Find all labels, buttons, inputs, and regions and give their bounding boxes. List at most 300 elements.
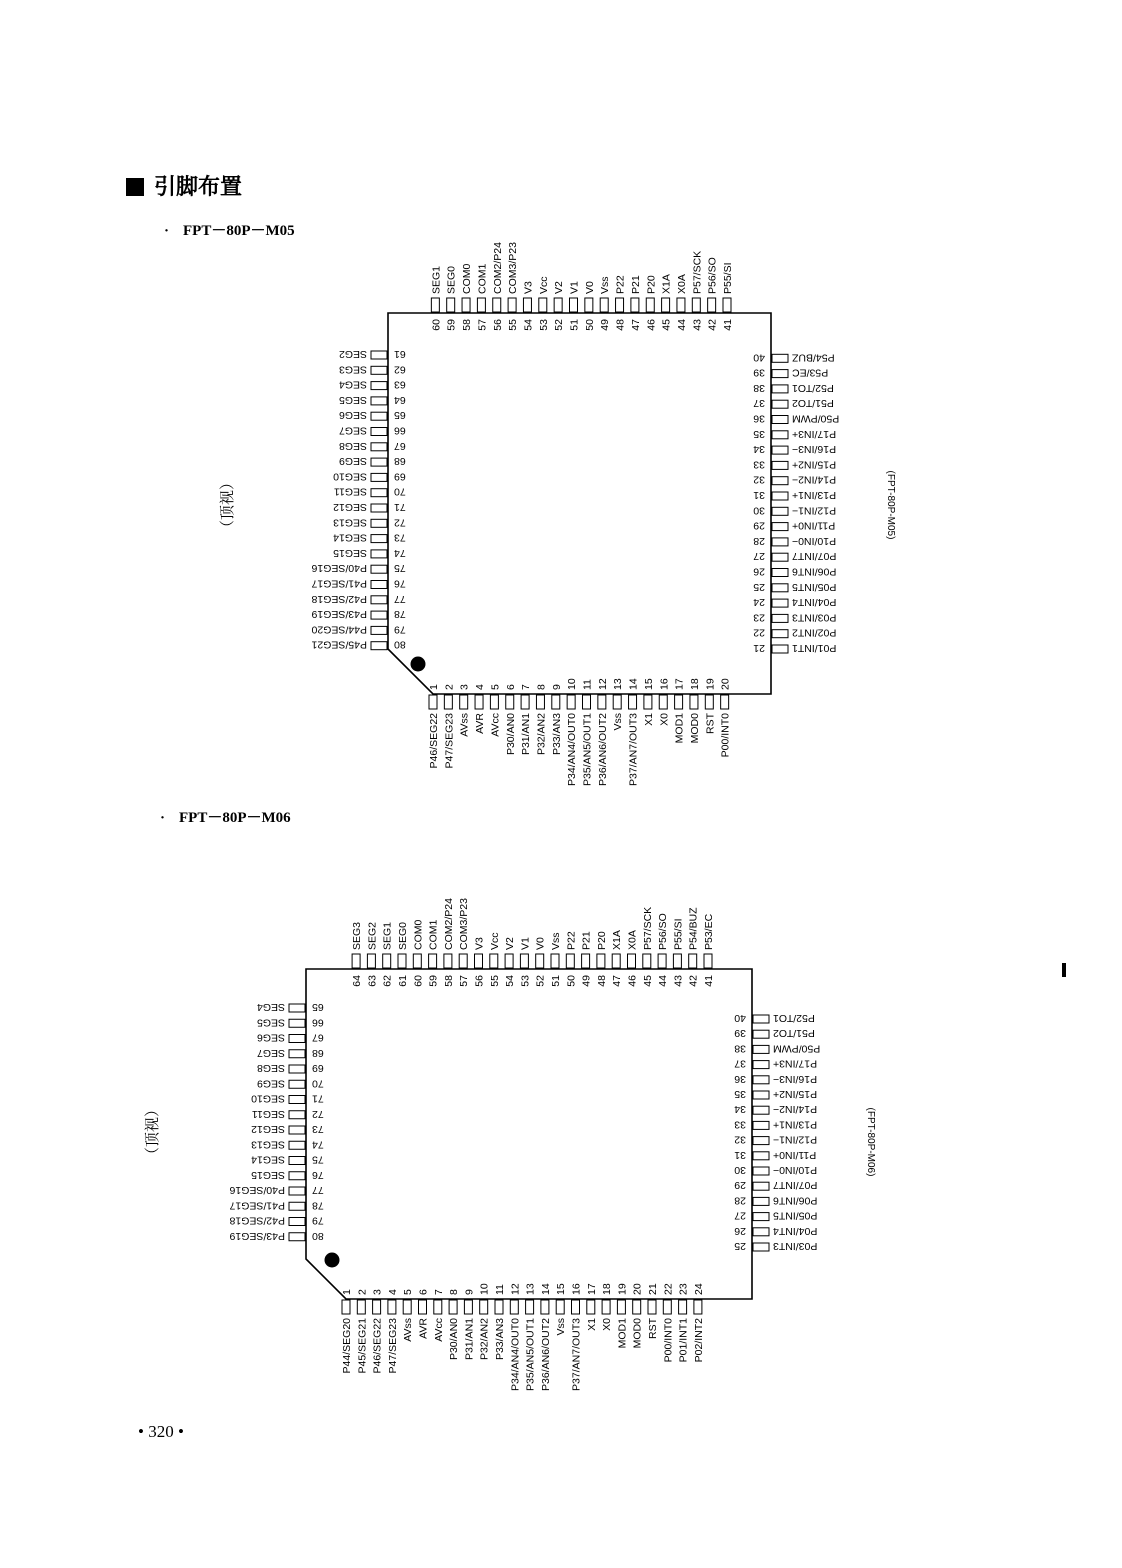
pin-pad: [398, 954, 406, 968]
pin-label: P50/PWM: [792, 412, 840, 425]
pin-label: P06/INT6: [792, 565, 837, 578]
pin-label: COM1: [476, 263, 489, 294]
pin-label: P10/IN0−: [773, 1164, 818, 1176]
pin-number: 78: [312, 1199, 324, 1212]
pin-pad: [480, 1300, 488, 1314]
pin-number: 78: [394, 608, 406, 621]
pin-pad: [490, 954, 498, 968]
pin-pad: [289, 1218, 305, 1226]
pin-number: 53: [537, 319, 550, 331]
pin-number: 3: [371, 1289, 384, 1295]
pin-number: 51: [550, 975, 562, 987]
pin-label: P06/INT6: [773, 1194, 818, 1207]
pin-number: 20: [719, 678, 732, 690]
pin-number: 71: [394, 501, 406, 513]
pin-label: AVss: [458, 713, 471, 737]
pin-pad: [689, 954, 697, 968]
pin-number: 56: [491, 319, 504, 331]
pin-pad: [536, 954, 544, 968]
pin-number: 23: [677, 1283, 690, 1295]
pin-number: 40: [734, 1012, 746, 1024]
pin-label: X0: [601, 1318, 614, 1331]
pin-label: P40/SEG16: [229, 1184, 285, 1196]
pin-number: 80: [394, 638, 406, 651]
pin-label: Vcc: [537, 276, 550, 294]
pin-number: 74: [312, 1138, 324, 1151]
view-label: （顶视）: [143, 1101, 161, 1163]
pin-number: 34: [734, 1103, 746, 1116]
pin-number: 28: [753, 534, 765, 547]
pin-pad: [289, 1233, 305, 1241]
pin-number: 35: [753, 427, 765, 440]
pin-number: 60: [430, 319, 443, 331]
pin-label: P46/SEG22: [428, 713, 440, 769]
pin-label: AVR: [417, 1318, 430, 1339]
pin-number: 31: [753, 489, 765, 501]
pin-pad: [419, 1300, 427, 1314]
pin-label: P15/IN2+: [792, 458, 837, 471]
pin-pad: [289, 1187, 305, 1195]
pin-label: P42/SEG18: [311, 592, 367, 605]
pin-number: 22: [662, 1283, 675, 1295]
pin-pad: [475, 954, 483, 968]
pin-label: P31/AN1: [463, 1318, 476, 1361]
pin-label: P13/IN1+: [792, 489, 837, 501]
pin-number: 3: [458, 684, 471, 690]
pin-label: SEG14: [333, 531, 367, 544]
pin-pad: [289, 1065, 305, 1073]
pin-number: 30: [753, 504, 765, 517]
pin-number: 17: [585, 1283, 598, 1295]
pin-number: 11: [494, 1284, 506, 1295]
pin-number: 49: [580, 975, 593, 987]
pin-number: 47: [629, 319, 642, 331]
pin-label: P32/AN2: [478, 1318, 491, 1361]
pin-number: 4: [474, 684, 487, 690]
pin-pad: [663, 1300, 671, 1314]
pin-number: 70: [394, 485, 406, 498]
pin-number: 16: [570, 1283, 583, 1295]
pin-label: SEG7: [256, 1046, 285, 1059]
pin-label: P30/AN0: [448, 1318, 461, 1361]
pin-label: P12/IN1−: [792, 504, 837, 517]
pin-number: 75: [312, 1153, 324, 1166]
pin-pad: [413, 954, 421, 968]
pin-number: 56: [473, 975, 486, 987]
pin-pad: [704, 954, 712, 968]
pin-pad: [628, 954, 636, 968]
pin-number: 12: [596, 678, 609, 690]
pin-number: 55: [507, 319, 520, 331]
pin-label: P51/TO2: [792, 397, 834, 410]
section-title-text: 引脚布置: [154, 174, 243, 199]
pin-number: 45: [660, 319, 673, 331]
pin-pad: [612, 954, 620, 968]
pin-number: 51: [568, 319, 581, 331]
pin-label: RST: [704, 713, 717, 734]
pin-pad: [289, 1172, 305, 1180]
pin-pad: [587, 1300, 595, 1314]
pin-number: 62: [394, 363, 406, 376]
pin-label: V3: [473, 937, 486, 950]
pin-number: 68: [394, 455, 406, 468]
pin-pad: [597, 954, 605, 968]
pin-label: P31/AN1: [520, 713, 533, 756]
pin-label: P07/INT7: [792, 550, 837, 563]
pin-label: P43/SEG19: [229, 1229, 285, 1242]
pin-label: P47/SEG23: [443, 713, 456, 769]
pin-number: 68: [312, 1046, 324, 1059]
pin-label: P52/TO1: [773, 1012, 815, 1024]
pin-label: V0: [534, 937, 547, 950]
pin-label: P15/IN2+: [773, 1088, 818, 1100]
pin-number: 41: [703, 975, 715, 987]
pin-number: 65: [394, 409, 406, 422]
pin-number: 23: [753, 611, 765, 624]
pin-number: 14: [539, 1283, 552, 1295]
pin-number: 20: [631, 1283, 644, 1295]
pin-label: COM3/P23: [507, 242, 520, 294]
pin-label: P03/INT3: [773, 1240, 818, 1252]
pin-label: MOD1: [616, 1318, 629, 1349]
pin-label: MOD0: [688, 713, 701, 744]
pin-label: COM0: [412, 919, 425, 950]
pin-number: 46: [645, 319, 658, 331]
pin-number: 42: [687, 975, 700, 987]
pin-number: 37: [734, 1057, 746, 1070]
pin-label: P10/IN0−: [792, 534, 837, 547]
pin-label: P36/AN6/OUT2: [539, 1318, 552, 1391]
pin-label: P05/INT5: [792, 580, 837, 593]
pin-pad: [289, 1141, 305, 1149]
pin-label: SEG9: [256, 1077, 285, 1090]
pin-label: V2: [553, 281, 566, 294]
pin-pad: [694, 1300, 702, 1314]
pin-number: 31: [734, 1148, 746, 1161]
pin-label: SEG3: [351, 921, 364, 950]
pin-number: 64: [351, 975, 364, 987]
pin-number: 48: [595, 975, 608, 987]
pin-label: P37/AN7/OUT3: [570, 1318, 583, 1391]
pin-number: 59: [427, 975, 440, 987]
pin-pad: [753, 1045, 769, 1053]
pin-label: P01/INT1: [792, 642, 837, 654]
pin-number: 27: [734, 1209, 746, 1222]
pin-number: 49: [599, 319, 612, 331]
pin-label: P54/BUZ: [792, 351, 835, 364]
pin-number: 59: [445, 319, 458, 331]
bullet-dot-icon: ·: [160, 810, 166, 826]
pin-label: SEG14: [251, 1153, 285, 1166]
pin-label: P33/AN3: [550, 713, 563, 756]
pin-number: 36: [753, 412, 765, 425]
pin-number: 7: [432, 1289, 445, 1295]
pin-number: 35: [734, 1088, 746, 1100]
pin-number: 26: [734, 1224, 746, 1237]
pin-pad: [373, 1300, 381, 1314]
pin-number: 75: [394, 562, 406, 575]
pin-number: 50: [565, 975, 578, 987]
package-name-m06: FPT－80P－M06: [179, 810, 291, 826]
pin-label: P11/IN0+: [792, 519, 836, 532]
pin-label: SEG12: [333, 501, 367, 513]
pin-number: 24: [753, 596, 765, 609]
package-name-m05: FPT－80P－M05: [183, 223, 295, 239]
pin-pad: [551, 954, 559, 968]
pin-number: 69: [312, 1062, 324, 1074]
pin-label: MOD0: [631, 1318, 644, 1349]
pin-label: P17/IN3+: [773, 1057, 818, 1070]
pin-number: 45: [641, 975, 654, 987]
pin-label: X1A: [660, 274, 673, 294]
pin-number: 8: [448, 1289, 461, 1295]
pin-number: 74: [394, 546, 406, 559]
pin-number: 58: [442, 975, 455, 987]
pin-label: P32/AN2: [535, 713, 548, 756]
pin-label: P22: [565, 931, 578, 950]
pin-label: P13/IN1+: [773, 1118, 818, 1131]
package-code: (FPT-80P-M06): [865, 1107, 876, 1177]
pin-number: 27: [753, 550, 765, 563]
pin-label: COM1: [427, 919, 440, 950]
pin-number: 22: [753, 626, 765, 639]
pin-number: 50: [583, 319, 596, 331]
pin-pad: [753, 1228, 769, 1236]
pin-number: 38: [734, 1042, 746, 1055]
pin-label: P40/SEG16: [311, 562, 367, 575]
pin-number: 36: [734, 1072, 746, 1085]
pin-label: P14/IN2−: [792, 473, 837, 486]
pin-pad: [582, 954, 590, 968]
pin-label: X0: [658, 713, 671, 726]
pin-label: P20: [595, 931, 608, 950]
pin-number: 47: [611, 975, 624, 987]
pin-number: 39: [753, 366, 765, 379]
pin-number: 25: [753, 580, 765, 593]
pin-pad: [753, 1182, 769, 1190]
chip-body: [306, 969, 752, 1299]
pin-pad: [753, 1091, 769, 1099]
pin-label: SEG0: [397, 921, 409, 950]
pin-number: 32: [753, 473, 765, 486]
pin-label: V3: [522, 281, 535, 294]
pin-number: 55: [488, 975, 501, 987]
pin-label: P30/AN0: [504, 713, 517, 756]
pin-number: 21: [753, 642, 765, 654]
pin1-marker-icon: [325, 1253, 340, 1268]
pin-pad: [753, 1076, 769, 1084]
pin-pad: [495, 1300, 503, 1314]
pin-label: SEG11: [333, 485, 367, 498]
pin-label: P51/TO2: [773, 1027, 815, 1040]
pin-label: P02/INT2: [692, 1318, 705, 1363]
pin-label: SEG1: [430, 265, 443, 294]
pin-pad: [352, 954, 360, 968]
pin-pad: [289, 1096, 305, 1104]
pin-number: 76: [394, 577, 406, 590]
pin-pad: [464, 1300, 472, 1314]
pin-pad: [434, 1300, 442, 1314]
pin-number: 67: [312, 1031, 324, 1044]
pin-number: 44: [657, 975, 670, 987]
pin-number: 8: [535, 684, 548, 690]
pin-label: Vss: [599, 276, 612, 294]
pin-number: 18: [601, 1283, 614, 1295]
pin-label: MOD1: [673, 713, 686, 744]
pin-label: P46/SEG22: [371, 1318, 384, 1374]
pin-label: X1: [642, 713, 655, 726]
pin-pad: [289, 1202, 305, 1210]
pin-number: 80: [312, 1229, 324, 1242]
pin-number: 37: [753, 397, 765, 410]
bullet-dot-icon: ·: [164, 223, 170, 239]
pin-pad: [753, 1243, 769, 1251]
pin-number: 42: [706, 319, 719, 331]
pin-number: 57: [476, 319, 489, 331]
pin-number: 14: [627, 678, 640, 690]
pin-label: V2: [504, 937, 517, 950]
pin-label: SEG10: [251, 1092, 285, 1105]
pin-pad: [520, 954, 528, 968]
pin-number: 25: [734, 1240, 746, 1252]
pin-pad: [648, 1300, 656, 1314]
pin-number: 66: [394, 424, 406, 437]
pin-number: 6: [417, 1289, 430, 1295]
pin-label: SEG6: [338, 409, 367, 422]
pin-number: 43: [691, 319, 704, 331]
pin-label: P21: [629, 275, 642, 294]
page-number: • 320 •: [138, 1422, 184, 1441]
pin-number: 10: [478, 1283, 491, 1295]
pin-label: V1: [568, 281, 581, 294]
pin-label: SEG13: [251, 1138, 285, 1151]
pin-number: 72: [312, 1107, 324, 1120]
pin-number: 43: [672, 975, 685, 987]
pin-number: 44: [675, 319, 688, 331]
pin-number: 54: [504, 975, 517, 987]
pin-pad: [459, 954, 467, 968]
pin-pad: [753, 1121, 769, 1129]
pin-label: SEG11: [251, 1107, 285, 1120]
pin-label: P00/INT0: [662, 1318, 675, 1363]
pin-pad: [602, 1300, 610, 1314]
pin-number: 39: [734, 1027, 746, 1040]
pin-number: 53: [519, 975, 532, 987]
pin-number: 9: [463, 1289, 476, 1295]
pin-pad: [679, 1300, 687, 1314]
pin-pad: [753, 1015, 769, 1023]
pin-number: 38: [753, 381, 765, 394]
pin-number: 46: [626, 975, 639, 987]
pin-label: V1: [519, 937, 532, 950]
pin-number: 28: [734, 1194, 746, 1207]
pin-pad: [526, 1300, 534, 1314]
pin-label: P34/AN4/OUT0: [509, 1318, 522, 1391]
pin-pad: [510, 1300, 518, 1314]
pin-label: SEG5: [256, 1016, 285, 1029]
pin-label: SEG15: [251, 1168, 285, 1181]
pin-number: 61: [397, 975, 409, 987]
pin-pad: [289, 1126, 305, 1134]
pin-number: 72: [394, 516, 406, 529]
pin-number: 13: [612, 678, 625, 690]
pin-label: P35/AN5/OUT1: [524, 1318, 537, 1391]
pin-label: P22: [614, 275, 627, 294]
pin-label: SEG4: [256, 1001, 285, 1013]
pin-label: P14/IN2−: [773, 1103, 818, 1116]
pin-label: P36/AN6/OUT2: [596, 713, 609, 786]
pin-label: P04/INT4: [773, 1224, 818, 1237]
pin-number: 52: [553, 319, 566, 331]
pin-label: X1: [585, 1318, 598, 1331]
pin-pad: [572, 1300, 580, 1314]
pin-pad: [753, 1106, 769, 1114]
pin-pad: [753, 1213, 769, 1221]
pin-label: P01/INT1: [677, 1318, 690, 1363]
pin-label: P55/SI: [672, 918, 685, 950]
pin-number: 79: [394, 623, 406, 636]
pin-label: P21: [580, 931, 593, 950]
pin-pad: [342, 1300, 350, 1314]
pin-number: 4: [386, 1289, 399, 1295]
pin-label: P54/BUZ: [687, 907, 700, 950]
pin-number: 61: [394, 348, 406, 360]
pin-label: P56/SO: [657, 913, 670, 950]
pin-number: 54: [522, 319, 535, 331]
pin-pad: [505, 954, 513, 968]
pin-pad: [444, 954, 452, 968]
pin-label: Vss: [612, 713, 625, 731]
pin-number: 58: [461, 319, 474, 331]
pin-number: 57: [458, 975, 471, 987]
pin-label: COM0: [461, 263, 474, 294]
pin-label: SEG6: [256, 1031, 285, 1044]
pin-label: P42/SEG18: [229, 1214, 285, 1227]
pin-pad: [289, 1004, 305, 1012]
pin-number: 77: [394, 592, 406, 605]
pin-number: 32: [734, 1133, 746, 1146]
pin-number: 2: [356, 1289, 369, 1295]
pin-pad: [633, 1300, 641, 1314]
pin-pad: [357, 1300, 365, 1314]
pin-number: 63: [366, 975, 379, 987]
pin-label: P03/INT3: [792, 611, 837, 624]
pin-label: P44/SEG20: [341, 1318, 353, 1374]
pin-label: SEG2: [366, 921, 379, 950]
pin-number: 67: [394, 439, 406, 452]
pin-label: P11/IN0+: [773, 1148, 817, 1161]
margin-mark: [1062, 963, 1066, 977]
pin-number: 65: [312, 1001, 324, 1013]
pin-number: 1: [341, 1289, 353, 1295]
pin-pad: [658, 954, 666, 968]
pin-number: 62: [381, 975, 394, 987]
pin-number: 63: [394, 378, 406, 391]
pin-number: 13: [524, 1283, 537, 1295]
pin-number: 48: [614, 319, 627, 331]
pin-pad: [753, 1167, 769, 1175]
pin-number: 19: [704, 678, 717, 690]
pin-label: P33/AN3: [494, 1318, 506, 1361]
pin-label: SEG4: [338, 378, 367, 391]
pin-number: 41: [722, 319, 734, 331]
pin-label: COM2/P24: [442, 898, 455, 950]
package-code: (FPT-80P-M05): [885, 470, 896, 540]
pin-number: 79: [312, 1214, 324, 1227]
pin-label: P57/SCK: [641, 906, 654, 950]
pin-label: Vcc: [488, 932, 501, 950]
pin-label: P16/IN3−: [773, 1072, 818, 1085]
